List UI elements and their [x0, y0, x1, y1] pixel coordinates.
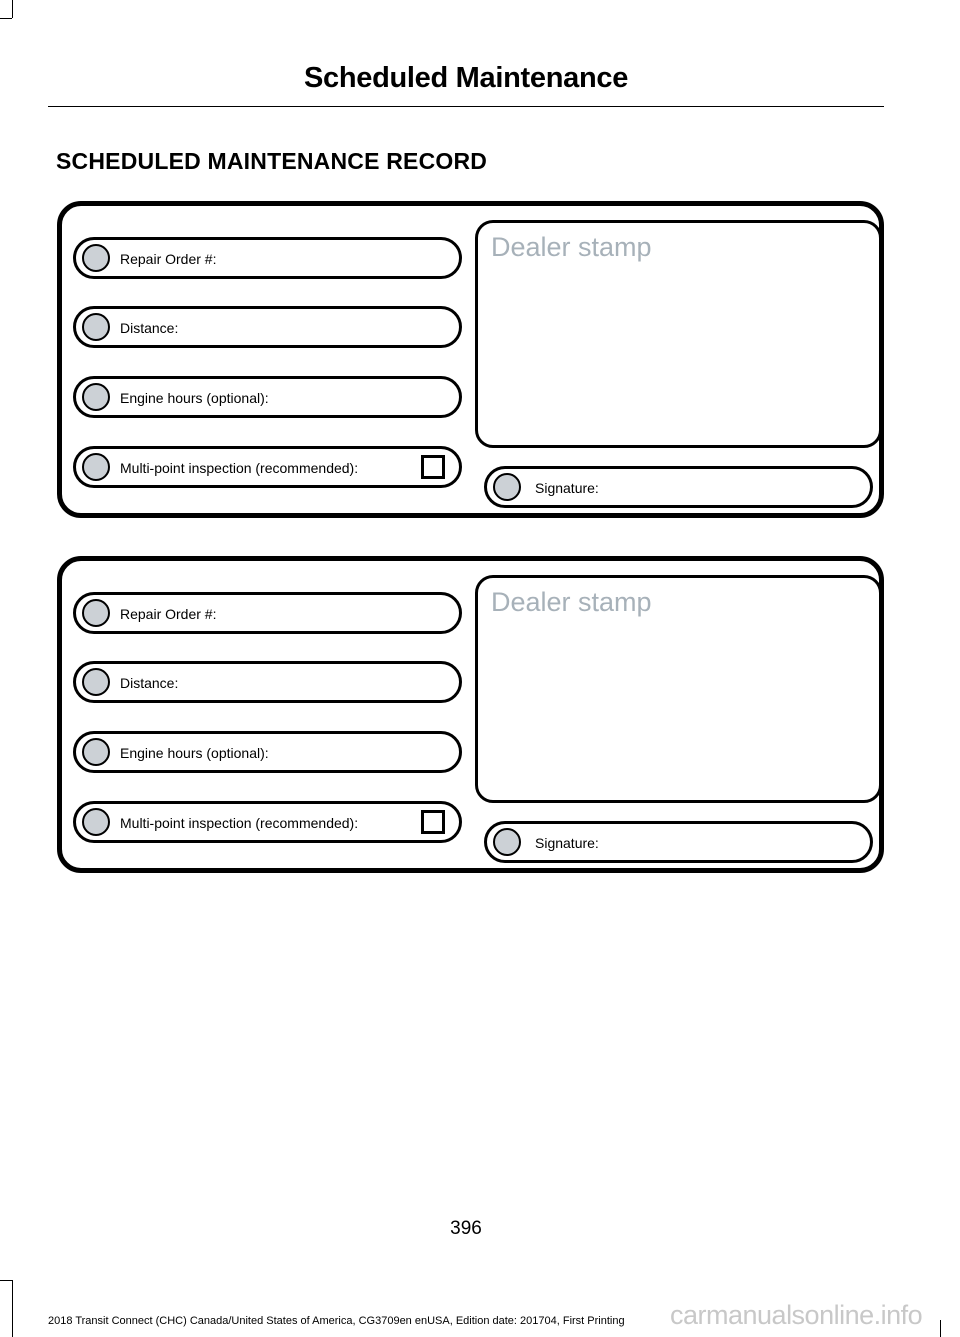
- signature-field[interactable]: [484, 466, 873, 508]
- dealer-stamp-box: [475, 220, 882, 448]
- page-number: 396: [450, 1218, 482, 1239]
- dealer-stamp-label: Dealer stamp: [491, 587, 652, 617]
- field-bullet-icon: [82, 453, 110, 481]
- engine-hours-field[interactable]: [73, 731, 462, 773]
- repair-order-label: Repair Order #:: [120, 606, 217, 622]
- crop-mark: [12, 1280, 13, 1337]
- signature-label: Signature:: [535, 480, 599, 496]
- field-bullet-icon: [82, 599, 110, 627]
- field-bullet-icon: [82, 808, 110, 836]
- maintenance-record-card: [57, 201, 884, 518]
- distance-label: Distance:: [120, 320, 179, 336]
- footer-text: 2018 Transit Connect (CHC) Canada/United States of America, CG3709en enUSA, Edition date: 201704, First Printing: [48, 1315, 625, 1327]
- dealer-stamp-box: [475, 575, 882, 803]
- inspection-checkbox[interactable]: [421, 455, 445, 479]
- repair-order-field[interactable]: [73, 592, 462, 634]
- header-rule: [48, 106, 884, 107]
- field-bullet-icon: [82, 244, 110, 272]
- distance-field[interactable]: [73, 306, 462, 348]
- repair-order-label: Repair Order #:: [120, 251, 217, 267]
- inspection-label: Multi-point inspection (recommended):: [120, 460, 359, 476]
- crop-mark: [12, 0, 13, 18]
- distance-field[interactable]: [73, 661, 462, 703]
- field-bullet-icon: [82, 738, 110, 766]
- signature-field[interactable]: [484, 821, 873, 863]
- field-bullet-icon: [493, 828, 521, 856]
- field-bullet-icon: [82, 383, 110, 411]
- crop-mark: [0, 18, 12, 19]
- engine-hours-label: Engine hours (optional):: [120, 745, 269, 761]
- page-header: Scheduled Maintenance: [303, 62, 629, 94]
- field-bullet-icon: [82, 313, 110, 341]
- inspection-label: Multi-point inspection (recommended):: [120, 815, 359, 831]
- repair-order-field[interactable]: [73, 237, 462, 279]
- engine-hours-label: Engine hours (optional):: [120, 390, 269, 406]
- distance-label: Distance:: [120, 675, 179, 691]
- inspection-checkbox[interactable]: [421, 810, 445, 834]
- crop-mark: [0, 1280, 12, 1281]
- engine-hours-field[interactable]: [73, 376, 462, 418]
- field-bullet-icon: [493, 473, 521, 501]
- dealer-stamp-label: Dealer stamp: [491, 232, 652, 262]
- crop-mark: [940, 1320, 941, 1337]
- section-title: SCHEDULED MAINTENANCE RECORD: [56, 148, 488, 174]
- inspection-field: [73, 801, 462, 843]
- maintenance-record-card: [57, 556, 884, 873]
- inspection-field: [73, 446, 462, 488]
- field-bullet-icon: [82, 668, 110, 696]
- watermark: carmanualsonline.info: [670, 1300, 923, 1330]
- signature-label: Signature:: [535, 835, 599, 851]
